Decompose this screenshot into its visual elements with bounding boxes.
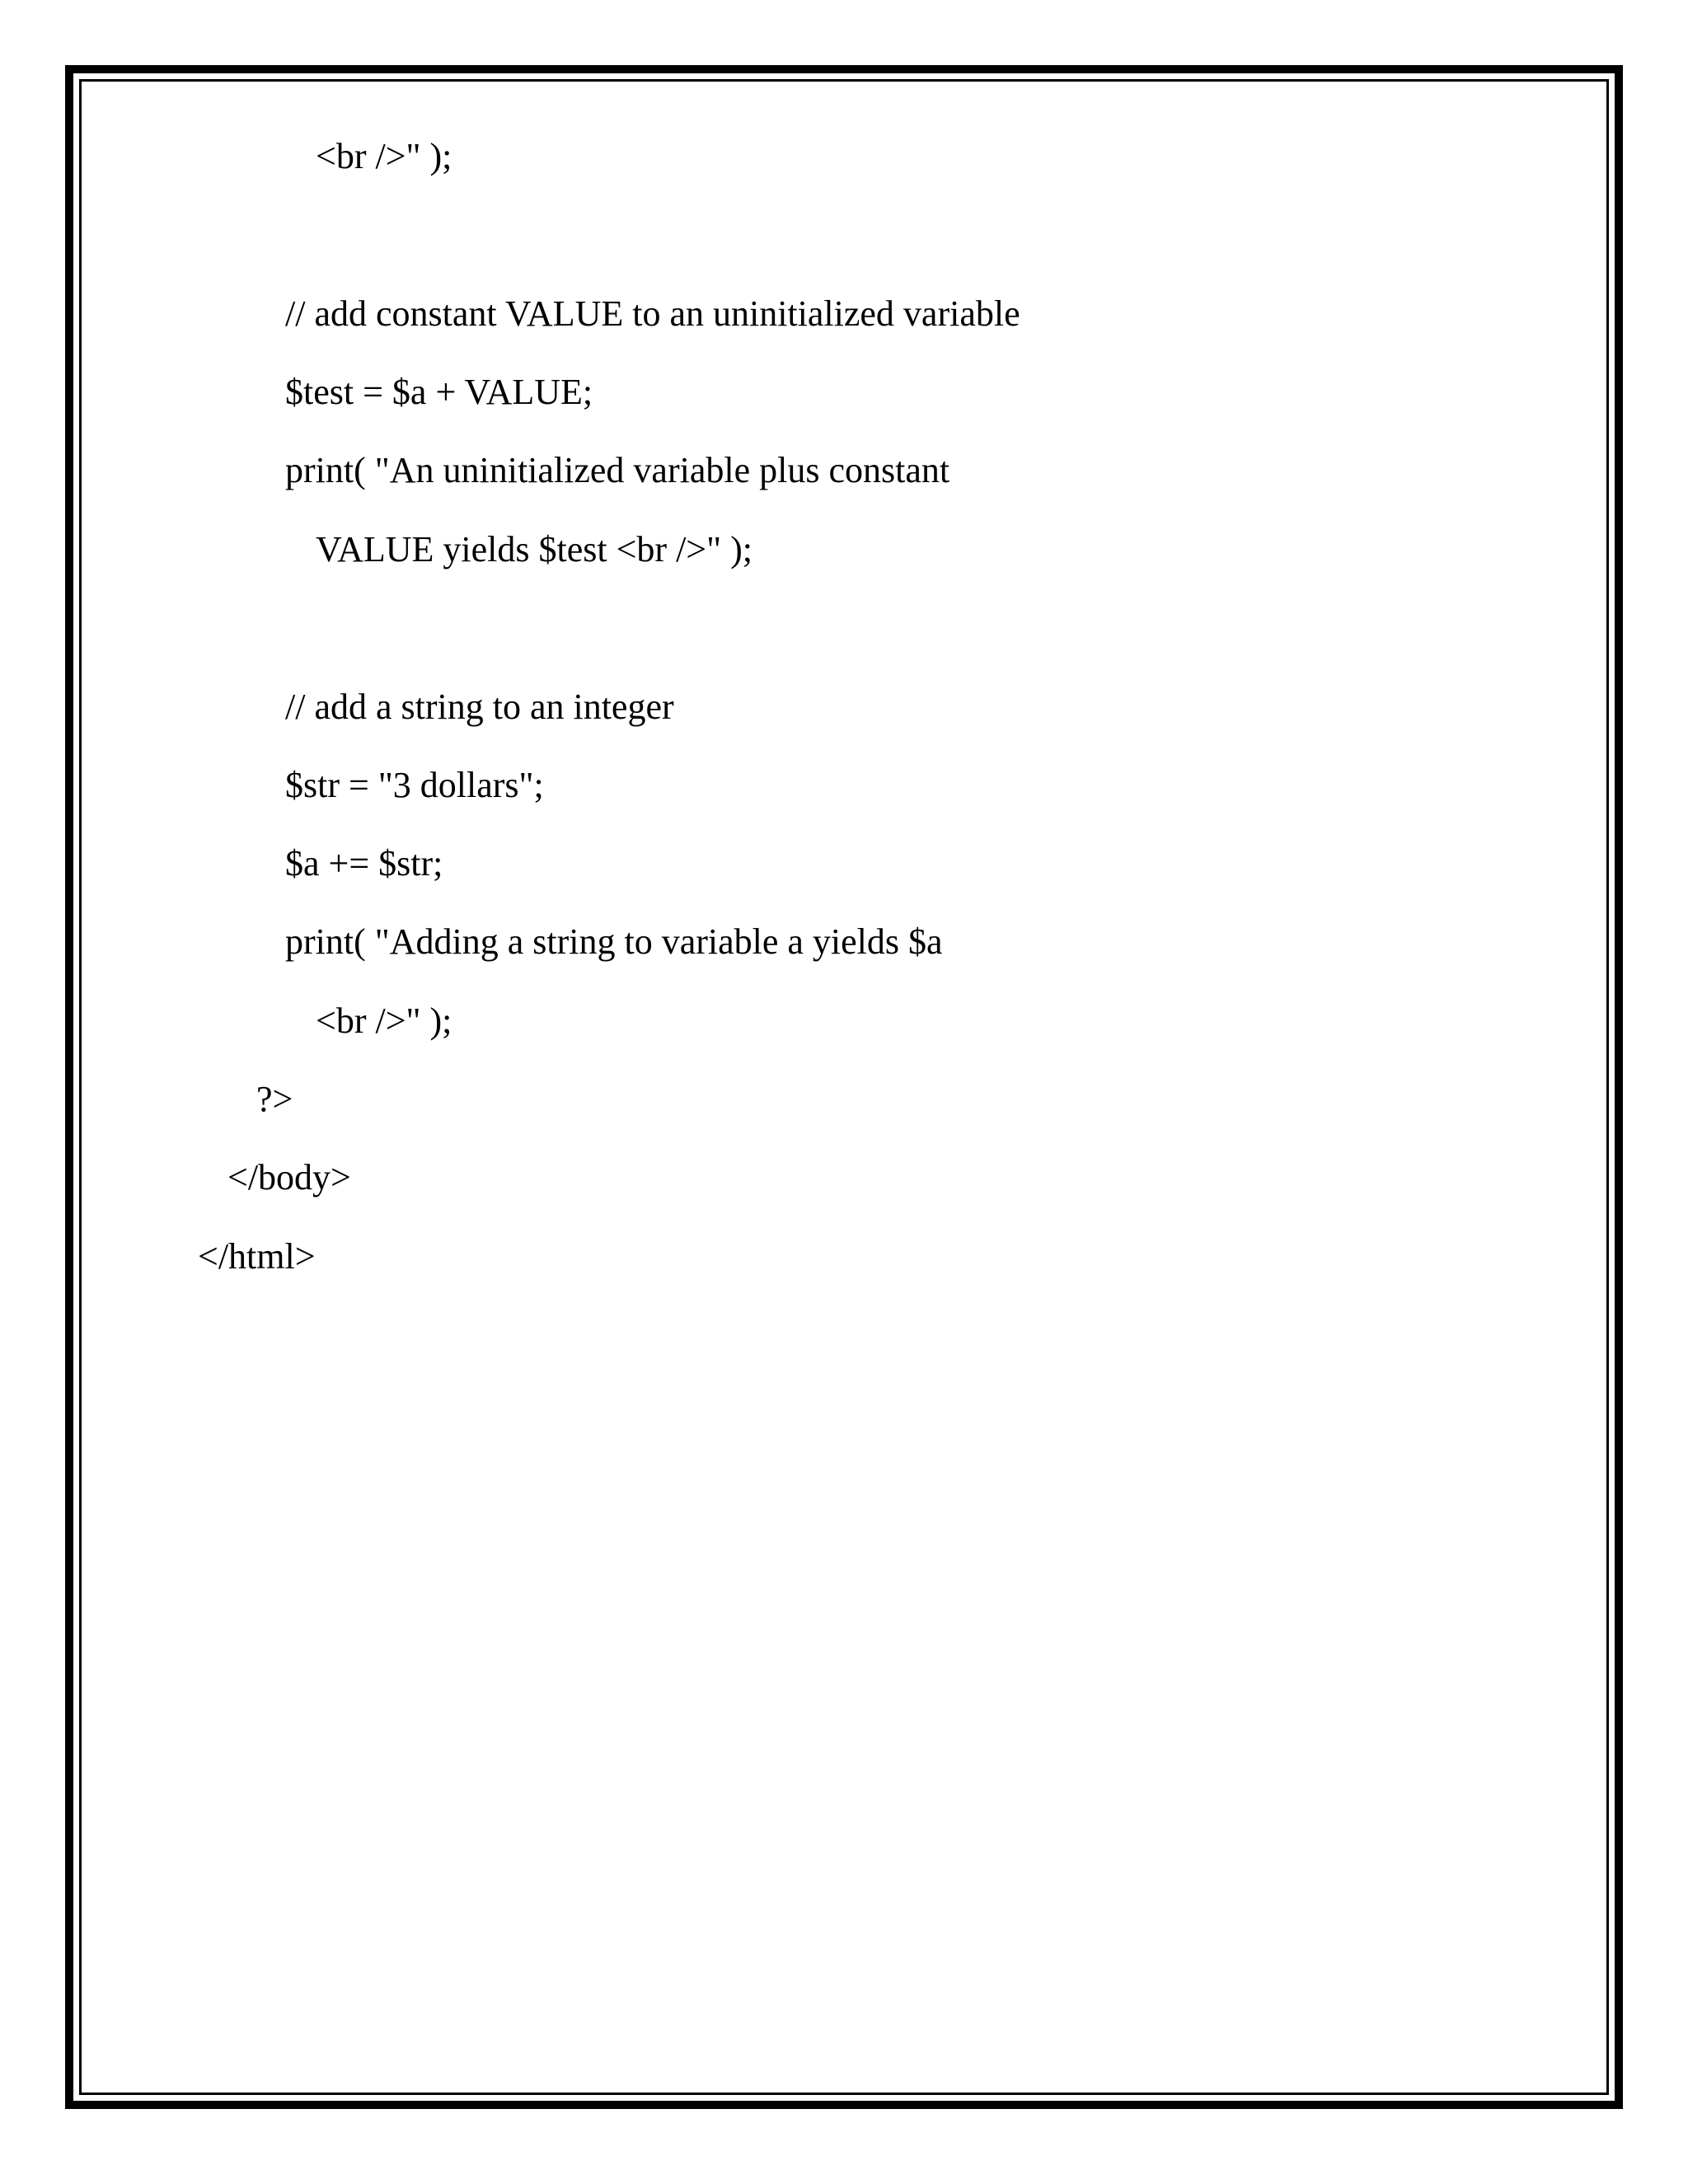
code-line: $test = $a + VALUE;: [285, 372, 593, 412]
code-comment: // add a string to an integer: [285, 687, 674, 727]
code-line: <br />" );: [316, 1001, 452, 1041]
code-line: </html>: [198, 1236, 316, 1277]
code-line: </body>: [227, 1157, 351, 1197]
code-line: print( "An uninitialized variable plus constant: [285, 450, 950, 490]
code-comment: // add constant VALUE to an uninitialized variable: [285, 293, 1020, 334]
code-line: <br />" );: [316, 136, 452, 176]
code-line: print( "Adding a string to variable a yields $a: [285, 921, 943, 962]
code-line: ?>: [256, 1079, 293, 1119]
code-line: VALUE yields $test <br />" );: [316, 529, 753, 569]
code-line: $str = "3 dollars";: [285, 765, 544, 805]
code-line: $a += $str;: [285, 843, 443, 883]
